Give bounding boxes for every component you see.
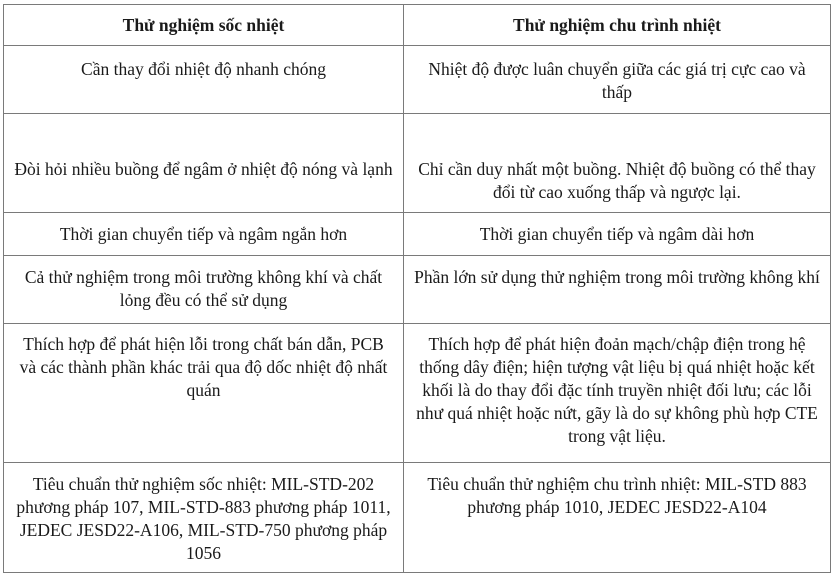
table-cell: Tiêu chuẩn thử nghiệm sốc nhiệt: MIL-STD-202 phương pháp 107, MIL-STD-883 phương pháp 1011, JEDEC JESD22-A106, MIL-STD-750 phương pháp 1056 [4,463,404,573]
table-row [4,463,831,573]
table-row [4,213,831,256]
table-row [4,256,831,324]
table-cell: Chỉ cần duy nhất một buồng. Nhiệt độ buồng có thể thay đổi từ cao xuống thấp và ngược lại. [404,114,831,213]
table-row [4,324,831,463]
table-cell: Thích hợp để phát hiện đoản mạch/chập điện trong hệ thống dây điện; hiện tượng vật liệu bị quá nhiệt hoặc kết khối là do thay đổi đặc tính truyền nhiệt đối lưu; các lỗi như quá nhiệt hoặc nứt, gãy là do sự không phù hợp CTE trong vật liệu. [404,324,831,463]
table-cell: Đòi hỏi nhiều buồng để ngâm ở nhiệt độ nóng và lạnh [4,114,404,213]
table-cell: Thích hợp để phát hiện lỗi trong chất bán dẫn, PCB và các thành phần khác trải qua độ dốc nhiệt độ nhất quán [4,324,404,463]
table-cell: Phần lớn sử dụng thử nghiệm trong môi trường không khí [404,256,831,324]
header-thermal-shock: Thử nghiệm sốc nhiệt [4,5,404,46]
table-cell: Tiêu chuẩn thử nghiệm chu trình nhiệt: MIL-STD 883 phương pháp 1010, JEDEC JESD22-A104 [404,463,831,573]
table-cell: Thời gian chuyển tiếp và ngâm ngắn hơn [4,213,404,256]
table-row [4,114,831,213]
comparison-table [3,4,831,573]
header-row [4,5,831,46]
table-cell: Cả thử nghiệm trong môi trường không khí và chất lỏng đều có thể sử dụng [4,256,404,324]
table-cell: Nhiệt độ được luân chuyển giữa các giá trị cực cao và thấp [404,46,831,114]
table-cell: Cần thay đổi nhiệt độ nhanh chóng [4,46,404,114]
header-thermal-cycling: Thử nghiệm chu trình nhiệt [404,5,831,46]
table-cell: Thời gian chuyển tiếp và ngâm dài hơn [404,213,831,256]
table-row [4,46,831,114]
